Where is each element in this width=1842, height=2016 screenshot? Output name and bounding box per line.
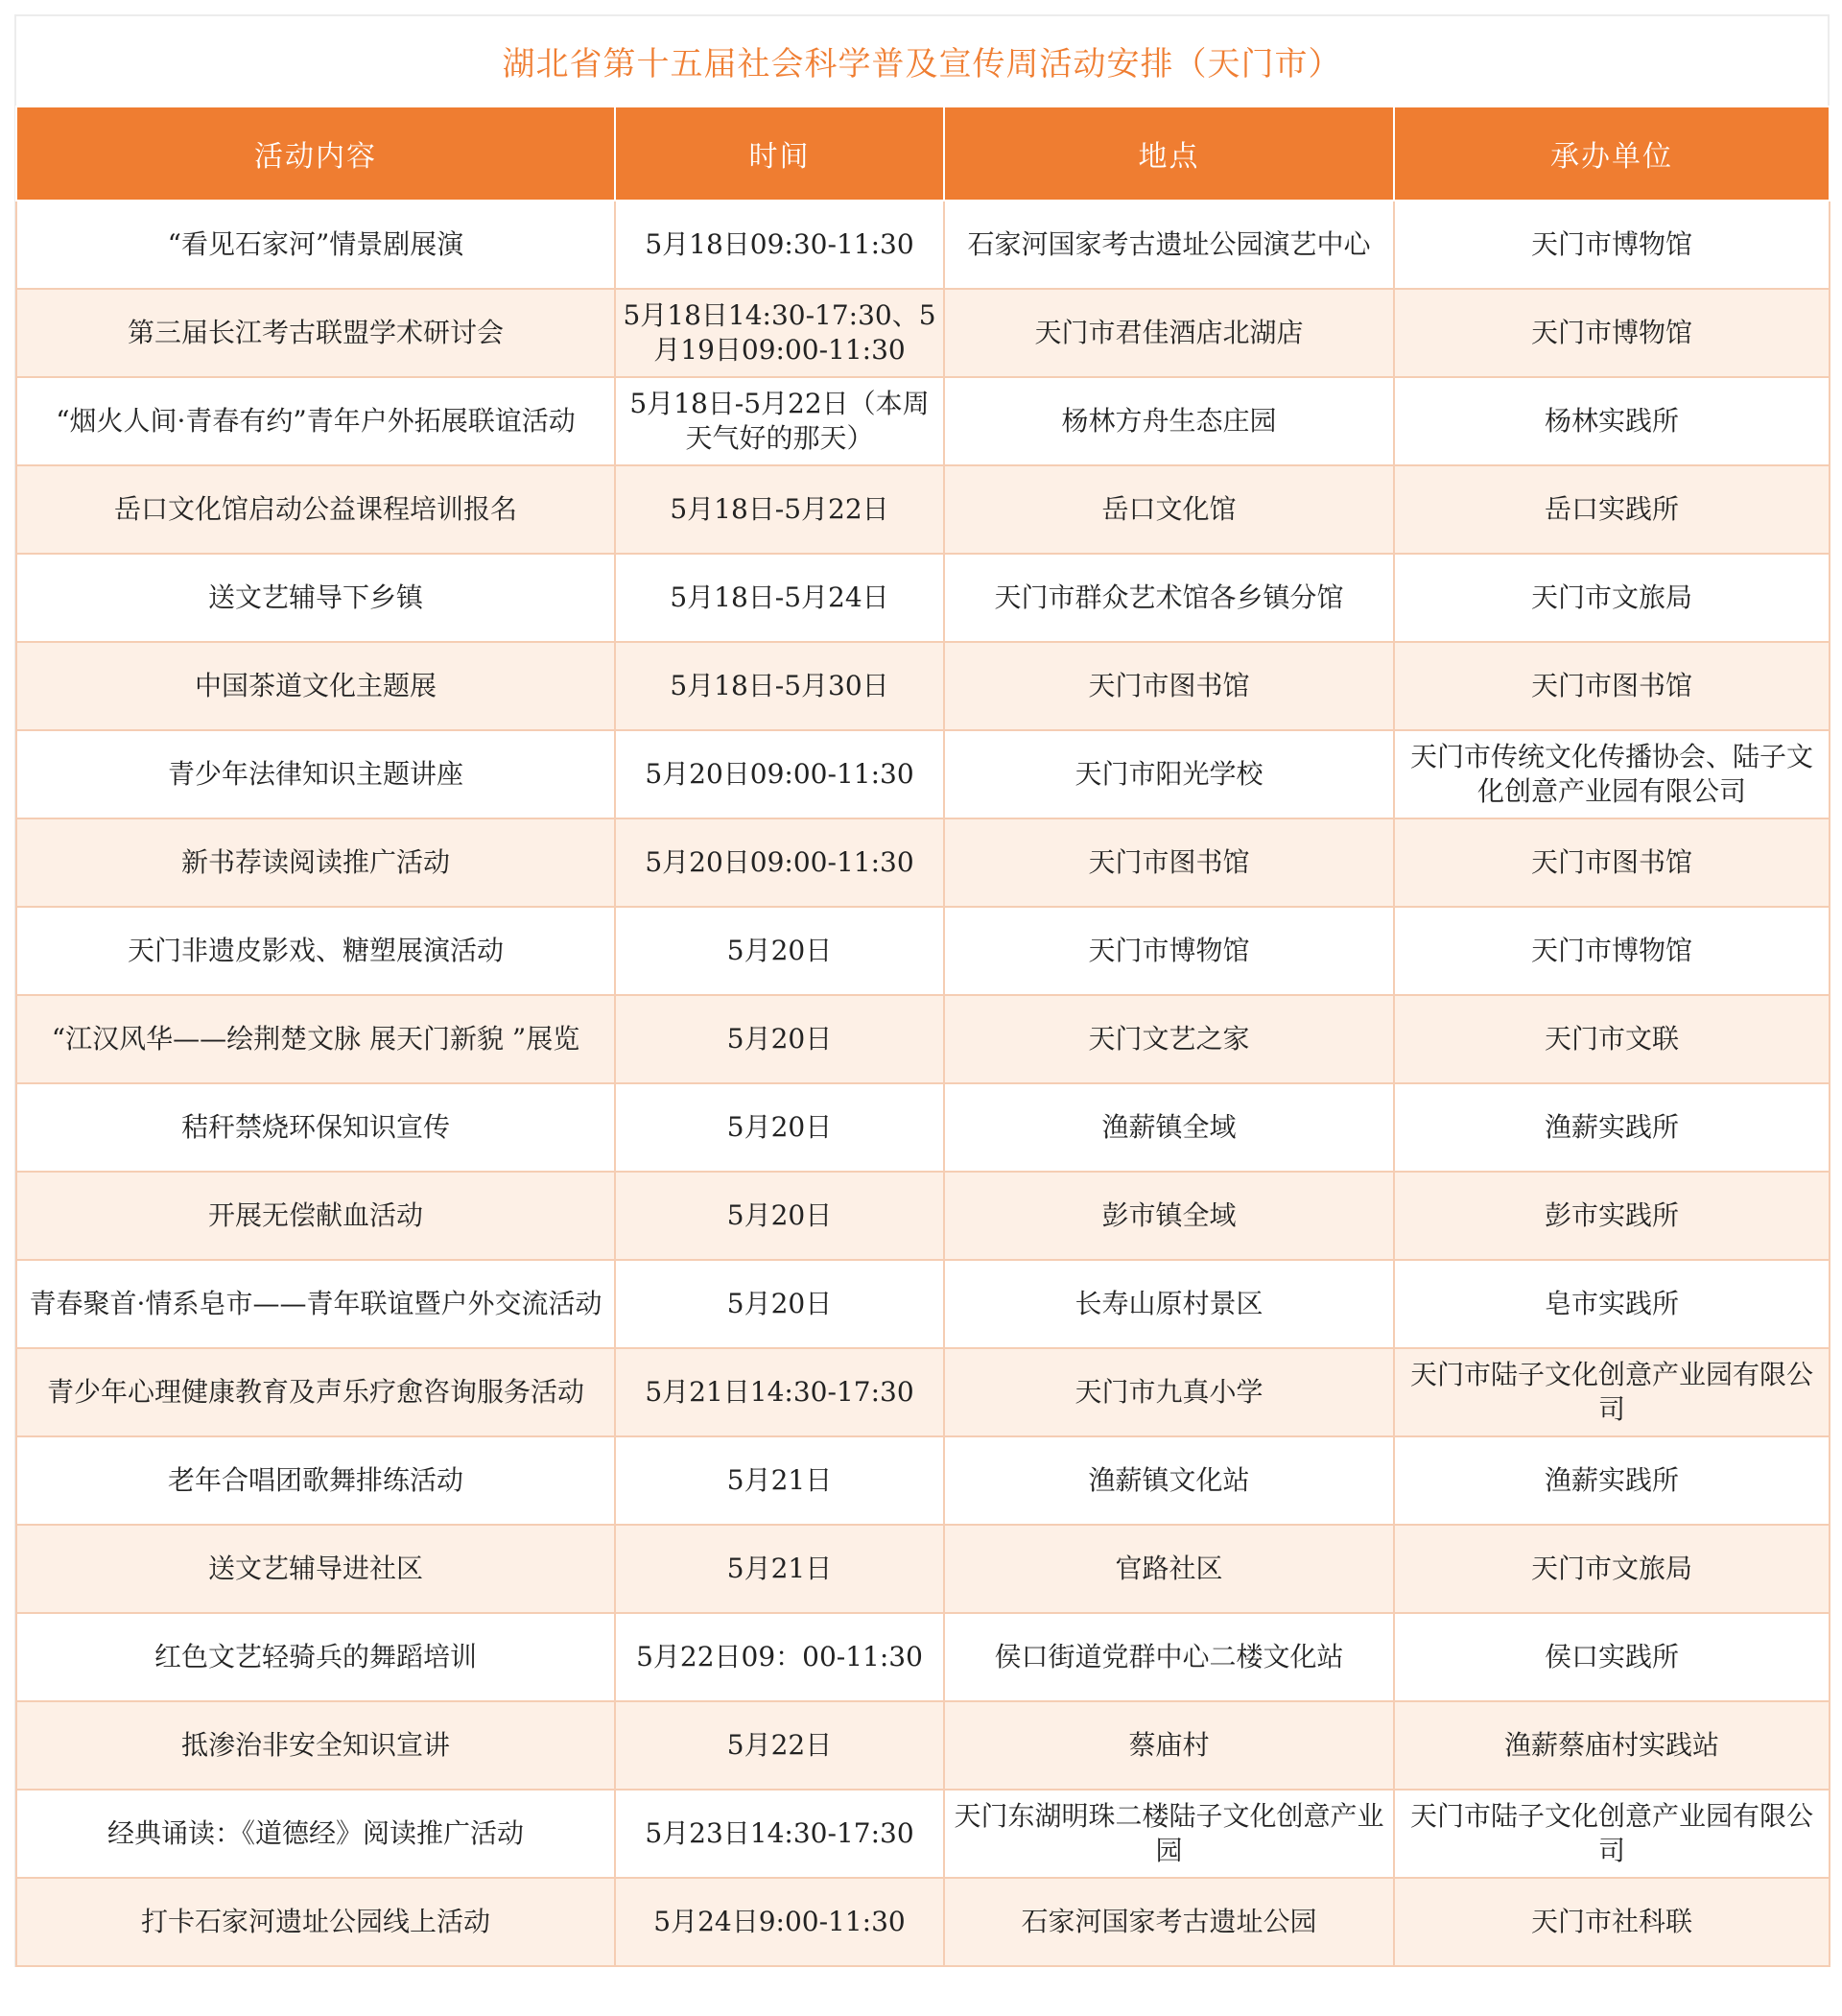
cell-organizer: 天门市陆子文化创意产业园有限公司 (1394, 1790, 1830, 1878)
cell-location: 天门市九真小学 (944, 1348, 1394, 1436)
cell-organizer: 杨林实践所 (1394, 377, 1830, 465)
table-row (16, 201, 1830, 289)
table-row (16, 730, 1830, 818)
cell-organizer: 天门市文联 (1394, 995, 1830, 1083)
cell-location: 天门市阳光学校 (944, 730, 1394, 818)
cell-location: 天门文艺之家 (944, 995, 1394, 1083)
table-row (16, 818, 1830, 907)
table-row (16, 907, 1830, 995)
table-row (16, 289, 1830, 377)
cell-organizer: 天门市传统文化传播协会、陆子文化创意产业园有限公司 (1394, 730, 1830, 818)
header-organizer: 承办单位 (1394, 107, 1830, 201)
cell-time: 5月20日09:00-11:30 (615, 818, 944, 907)
table-row (16, 554, 1830, 642)
table-row (16, 642, 1830, 730)
cell-location: 石家河国家考古遗址公园 (944, 1878, 1394, 1966)
cell-activity: 青少年心理健康教育及声乐疗愈咨询服务活动 (16, 1348, 615, 1436)
cell-organizer: 侯口实践所 (1394, 1613, 1830, 1701)
cell-location: 蔡庙村 (944, 1701, 1394, 1790)
cell-location: 渔薪镇全域 (944, 1083, 1394, 1172)
cell-activity: 送文艺辅导下乡镇 (16, 554, 615, 642)
table-row (16, 1436, 1830, 1525)
table-row (16, 1701, 1830, 1790)
table-row (16, 1878, 1830, 1966)
cell-organizer: 天门市图书馆 (1394, 818, 1830, 907)
cell-location: 天门市博物馆 (944, 907, 1394, 995)
cell-time: 5月20日 (615, 1260, 944, 1348)
cell-location: 彭市镇全域 (944, 1172, 1394, 1260)
cell-activity: 岳口文化馆启动公益课程培训报名 (16, 465, 615, 554)
cell-organizer: 天门市文旅局 (1394, 554, 1830, 642)
cell-time: 5月18日09:30-11:30 (615, 201, 944, 289)
table-body (16, 201, 1830, 1966)
cell-location: 石家河国家考古遗址公园演艺中心 (944, 201, 1394, 289)
table-row (16, 1613, 1830, 1701)
cell-activity: “烟火人间·青春有约”青年户外拓展联谊活动 (16, 377, 615, 465)
cell-organizer: 天门市陆子文化创意产业园有限公司 (1394, 1348, 1830, 1436)
cell-organizer: 彭市实践所 (1394, 1172, 1830, 1260)
cell-organizer: 天门市文旅局 (1394, 1525, 1830, 1613)
cell-location: 杨林方舟生态庄园 (944, 377, 1394, 465)
cell-time: 5月21日14:30-17:30 (615, 1348, 944, 1436)
cell-location: 侯口街道党群中心二楼文化站 (944, 1613, 1394, 1701)
cell-activity: 经典诵读：《道德经》阅读推广活动 (16, 1790, 615, 1878)
cell-activity: 青少年法律知识主题讲座 (16, 730, 615, 818)
cell-time: 5月24日9:00-11:30 (615, 1878, 944, 1966)
table-row (16, 1083, 1830, 1172)
cell-location: 官路社区 (944, 1525, 1394, 1613)
cell-location: 天门市君佳酒店北湖店 (944, 289, 1394, 377)
cell-activity: 送文艺辅导进社区 (16, 1525, 615, 1613)
cell-time: 5月18日-5月22日 (615, 465, 944, 554)
cell-time: 5月22日 (615, 1701, 944, 1790)
cell-time: 5月21日 (615, 1525, 944, 1613)
cell-time: 5月20日09:00-11:30 (615, 730, 944, 818)
cell-organizer: 渔薪实践所 (1394, 1083, 1830, 1172)
cell-time: 5月18日-5月22日（本周天气好的那天） (615, 377, 944, 465)
header-activity: 活动内容 (16, 107, 615, 201)
cell-organizer: 皂市实践所 (1394, 1260, 1830, 1348)
cell-organizer: 天门市博物馆 (1394, 201, 1830, 289)
table-row (16, 995, 1830, 1083)
cell-time: 5月20日 (615, 1172, 944, 1260)
cell-time: 5月20日 (615, 907, 944, 995)
cell-location: 天门市图书馆 (944, 642, 1394, 730)
cell-organizer: 天门市博物馆 (1394, 907, 1830, 995)
cell-organizer: 天门市图书馆 (1394, 642, 1830, 730)
table-row (16, 1790, 1830, 1878)
table-row (16, 377, 1830, 465)
cell-time: 5月22日09：00-11:30 (615, 1613, 944, 1701)
table-row (16, 1260, 1830, 1348)
cell-activity: 打卡石家河遗址公园线上活动 (16, 1878, 615, 1966)
cell-activity: 新书荐读阅读推广活动 (16, 818, 615, 907)
cell-time: 5月18日-5月24日 (615, 554, 944, 642)
header-location: 地点 (944, 107, 1394, 201)
table-row (16, 1172, 1830, 1260)
cell-location: 长寿山原村景区 (944, 1260, 1394, 1348)
cell-activity: “江汉风华——绘荆楚文脉 展天门新貌 ”展览 (16, 995, 615, 1083)
schedule-frame (14, 14, 1830, 1967)
cell-activity: 天门非遗皮影戏、糖塑展演活动 (16, 907, 615, 995)
cell-organizer: 岳口实践所 (1394, 465, 1830, 554)
page-title: 湖北省第十五届社会科学普及宣传周活动安排（天门市） (502, 45, 1342, 83)
cell-location: 渔薪镇文化站 (944, 1436, 1394, 1525)
cell-organizer: 天门市社科联 (1394, 1878, 1830, 1966)
cell-time: 5月18日-5月30日 (615, 642, 944, 730)
table-header-row (16, 107, 1830, 201)
cell-activity: 中国茶道文化主题展 (16, 642, 615, 730)
table-row (16, 1348, 1830, 1436)
cell-activity: 青春聚首·情系皂市——青年联谊暨户外交流活动 (16, 1260, 615, 1348)
cell-time: 5月18日14:30-17:30、5月19日09:00-11:30 (615, 289, 944, 377)
table-row (16, 465, 1830, 554)
cell-activity: 秸秆禁烧环保知识宣传 (16, 1083, 615, 1172)
cell-activity: 老年合唱团歌舞排练活动 (16, 1436, 615, 1525)
cell-time: 5月23日14:30-17:30 (615, 1790, 944, 1878)
cell-organizer: 渔薪实践所 (1394, 1436, 1830, 1525)
cell-organizer: 天门市博物馆 (1394, 289, 1830, 377)
table-row (16, 1525, 1830, 1613)
cell-location: 天门市图书馆 (944, 818, 1394, 907)
cell-activity: 第三届长江考古联盟学术研讨会 (16, 289, 615, 377)
cell-location: 天门东湖明珠二楼陆子文化创意产业园 (944, 1790, 1394, 1878)
cell-activity: 开展无偿献血活动 (16, 1172, 615, 1260)
cell-activity: 红色文艺轻骑兵的舞蹈培训 (16, 1613, 615, 1701)
cell-activity: “看见石家河”情景剧展演 (16, 201, 615, 289)
cell-location: 天门市群众艺术馆各乡镇分馆 (944, 554, 1394, 642)
cell-location: 岳口文化馆 (944, 465, 1394, 554)
cell-time: 5月20日 (615, 1083, 944, 1172)
cell-activity: 抵渗治非安全知识宣讲 (16, 1701, 615, 1790)
header-time: 时间 (615, 107, 944, 201)
schedule-table (15, 106, 1830, 1967)
cell-time: 5月20日 (615, 995, 944, 1083)
cell-time: 5月21日 (615, 1436, 944, 1525)
cell-organizer: 渔薪蔡庙村实践站 (1394, 1701, 1830, 1790)
